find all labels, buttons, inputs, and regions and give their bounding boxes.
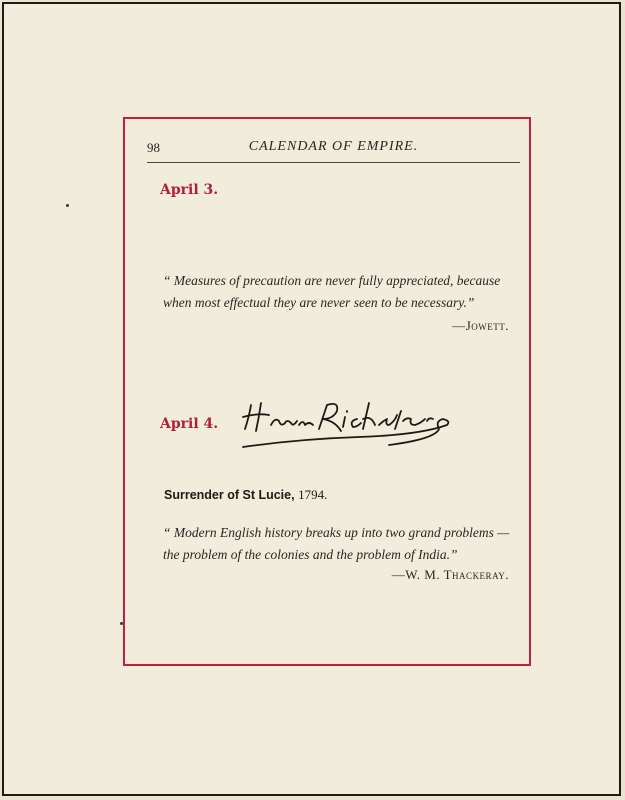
event-line-april-4 bbox=[164, 487, 327, 503]
event-text: Surrender of St Lucie, bbox=[164, 488, 295, 502]
page-header bbox=[147, 138, 520, 163]
date-heading-april-3: April 3. bbox=[160, 182, 219, 198]
handwritten-signature bbox=[239, 395, 459, 465]
paper-speck bbox=[66, 204, 69, 207]
quote-april-3: “ Measures of precaution are never fully appreciated, because when most effectual they are never seen to be necessary.” bbox=[163, 273, 501, 310]
event-year: 1794. bbox=[298, 487, 328, 502]
attribution-april-3: —Jowett. bbox=[452, 318, 509, 333]
book-page bbox=[2, 2, 621, 796]
red-border-frame bbox=[123, 117, 531, 666]
attribution-april-4: —W. M. Thackeray. bbox=[391, 567, 509, 582]
date-heading-april-4: April 4. bbox=[160, 416, 219, 432]
running-title: CALENDAR OF EMPIRE. bbox=[248, 139, 419, 154]
quote-april-4: “ Modern English history breaks up into two grand problems —the problem of the colonies and the problem of India.” bbox=[163, 525, 510, 562]
page-number: 98 bbox=[147, 140, 160, 155]
